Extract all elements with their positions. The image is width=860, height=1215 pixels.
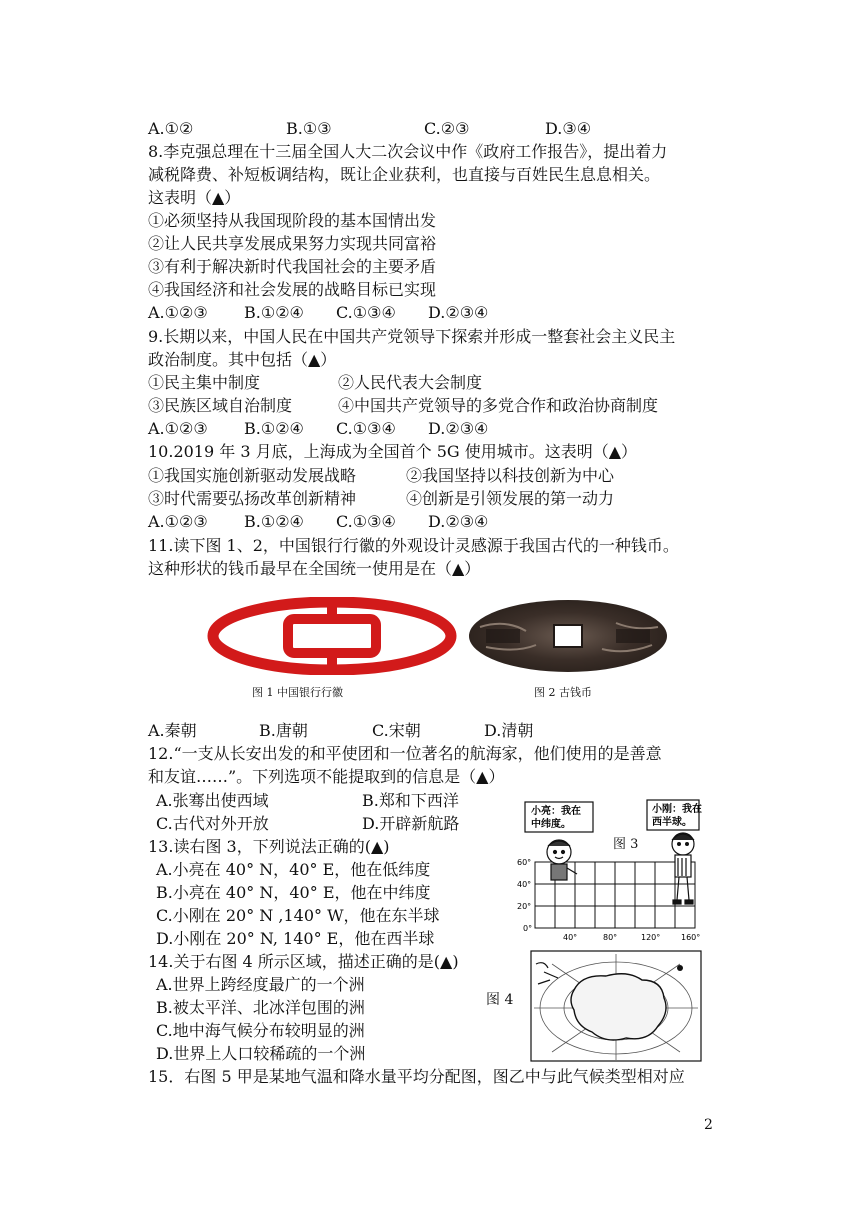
lon-tick-120: 120° <box>641 933 661 942</box>
ancient-coin-figure <box>466 597 670 675</box>
bubble-left-line-1: 小亮：我在 <box>531 806 581 817</box>
q11-stem-line-1: 11.读下图 1、2，中国银行行徽的外观设计灵感源于我国古代的一种钱币。 <box>148 536 679 555</box>
lon-tick-40: 40° <box>563 933 578 942</box>
q14-option-c: C.地中海气候分布较明显的洲 <box>156 1021 365 1040</box>
q11-option-b: B.唐朝 <box>259 721 308 740</box>
q10-option-a: A.①②③ <box>148 512 208 531</box>
q11-option-d: D.清朝 <box>484 721 534 740</box>
q8-stem-line-3: 这表明（▲） <box>148 188 241 207</box>
bubble-right-line-1: 小刚：我在 <box>652 804 702 815</box>
q12-option-c: C.古代对外开放 <box>156 814 269 833</box>
q10-item-2: ②我国坚持以科技创新为中心 <box>406 466 615 485</box>
page-number: 2 <box>704 1117 713 1133</box>
q9-item-3: ③民族区域自治制度 <box>148 396 293 415</box>
q13-option-b: B.小亮在 40° N，40° E，他在中纬度 <box>156 883 431 902</box>
q12-stem-line-1: 12.“一支从长安出发的和平使团和一位著名的航海家，他们使用的是善意 <box>148 744 662 763</box>
q10-option-b: B.①②④ <box>244 512 304 531</box>
lon-tick-80: 80° <box>603 933 618 942</box>
q8-stem-line-1: 8.李克强总理在十三届全国人大二次会议中作《政府工作报告》，提出着力 <box>148 142 668 161</box>
polar-region-map-figure <box>530 950 702 1062</box>
q9-stem-line-2: 政治制度。其中包括（▲） <box>148 350 337 369</box>
q13-option-d: D.小刚在 20° N, 140° E，他在西半球 <box>156 929 435 948</box>
q13-option-c: C.小刚在 20° N ,140° W，他在东半球 <box>156 906 440 925</box>
q12-option-d: D.开辟新航路 <box>362 814 460 833</box>
q10-option-d: D.②③④ <box>428 512 489 531</box>
q8-item-4: ④我国经济和社会发展的战略目标已实现 <box>148 280 437 299</box>
q9-item-1: ①民主集中制度 <box>148 373 261 392</box>
fig4-label: 图 4 <box>486 992 514 1008</box>
q7-option-b: B.①③ <box>286 119 332 138</box>
q8-item-2: ②让人民共享发展成果努力实现共同富裕 <box>148 234 437 253</box>
q11-option-a: A.秦朝 <box>148 721 197 740</box>
q13-option-a: A.小亮在 40° N，40° E，他在低纬度 <box>156 860 431 879</box>
q8-stem-line-2: 减税降费、补短板调结构，既让企业获利，也直接与百姓民生息息相关。 <box>148 165 661 184</box>
q14-option-a: A.世界上跨经度最广的一个洲 <box>156 975 365 994</box>
q8-option-a: A.①②③ <box>148 303 208 322</box>
q8-option-d: D.②③④ <box>428 303 489 322</box>
q8-option-b: B.①②④ <box>244 303 304 322</box>
lat-lon-grid-figure <box>515 798 705 944</box>
q12-option-a: A.张骞出使西域 <box>156 791 269 810</box>
q14-stem: 14.关于右图 4 所示区域，描述正确的是(▲) <box>148 952 459 971</box>
lon-tick-160: 160° <box>681 933 701 942</box>
q9-item-2: ②人民代表大会制度 <box>338 373 483 392</box>
q10-stem: 10.2019 年 3 月底，上海成为全国首个 5G 使用城市。这表明（▲） <box>148 442 638 461</box>
q10-item-1: ①我国实施创新驱动发展战略 <box>148 466 357 485</box>
q9-stem-line-1: 9.长期以来，中国人民在中国共产党领导下探索并形成一整套社会主义民主 <box>148 327 676 346</box>
q9-item-4: ④中国共产党领导的多党合作和政治协商制度 <box>338 396 659 415</box>
lat-tick-40: 40° <box>517 880 532 889</box>
lat-tick-20: 20° <box>517 902 532 911</box>
q8-option-c: C.①③④ <box>336 303 396 322</box>
q14-option-d: D.世界上人口较稀疏的一个洲 <box>156 1044 366 1063</box>
q7-option-c: C.②③ <box>424 119 470 138</box>
bubble-left-line-2: 中纬度。 <box>531 819 571 830</box>
q11-option-c: C.宋朝 <box>372 721 421 740</box>
q10-item-4: ④创新是引领发展的第一动力 <box>406 489 615 508</box>
q7-option-d: D.③④ <box>545 119 592 138</box>
bank-of-china-logo-figure <box>206 597 458 675</box>
q9-option-b: B.①②④ <box>244 419 304 438</box>
fig1-caption: 图 1 中国银行行徽 <box>252 686 343 699</box>
lat-tick-0: 0° <box>523 924 533 933</box>
q10-item-3: ③时代需要弘扬改革创新精神 <box>148 489 357 508</box>
bubble-right-line-2: 西半球。 <box>652 817 692 828</box>
q13-stem: 13.读右图 3，下列说法正确的(▲) <box>148 837 390 856</box>
q12-option-b: B.郑和下西洋 <box>362 791 459 810</box>
q7-option-a: A.①② <box>148 119 194 138</box>
q8-item-3: ③有利于解决新时代我国社会的主要矛盾 <box>148 257 437 276</box>
q10-option-c: C.①③④ <box>336 512 396 531</box>
fig2-caption: 图 2 古钱币 <box>534 686 592 699</box>
q14-option-b: B.被太平洋、北冰洋包围的洲 <box>156 998 365 1017</box>
q8-item-1: ①必须坚持从我国现阶段的基本国情出发 <box>148 211 437 230</box>
q11-stem-line-2: 这种形状的钱币最早在全国统一使用是在（▲） <box>148 559 481 578</box>
lat-tick-60: 60° <box>517 858 532 867</box>
kid-xiaoliang-icon <box>547 840 577 880</box>
fig3-label: 图 3 <box>613 837 639 852</box>
q12-stem-line-2: 和友谊……”。下列选项不能提取到的信息是（▲） <box>148 767 505 786</box>
q9-option-c: C.①③④ <box>336 419 396 438</box>
q15-stem: 15．右图 5 甲是某地气温和降水量平均分配图，图乙中与此气候类型相对应 <box>148 1067 685 1086</box>
q9-option-a: A.①②③ <box>148 419 208 438</box>
q9-option-d: D.②③④ <box>428 419 489 438</box>
